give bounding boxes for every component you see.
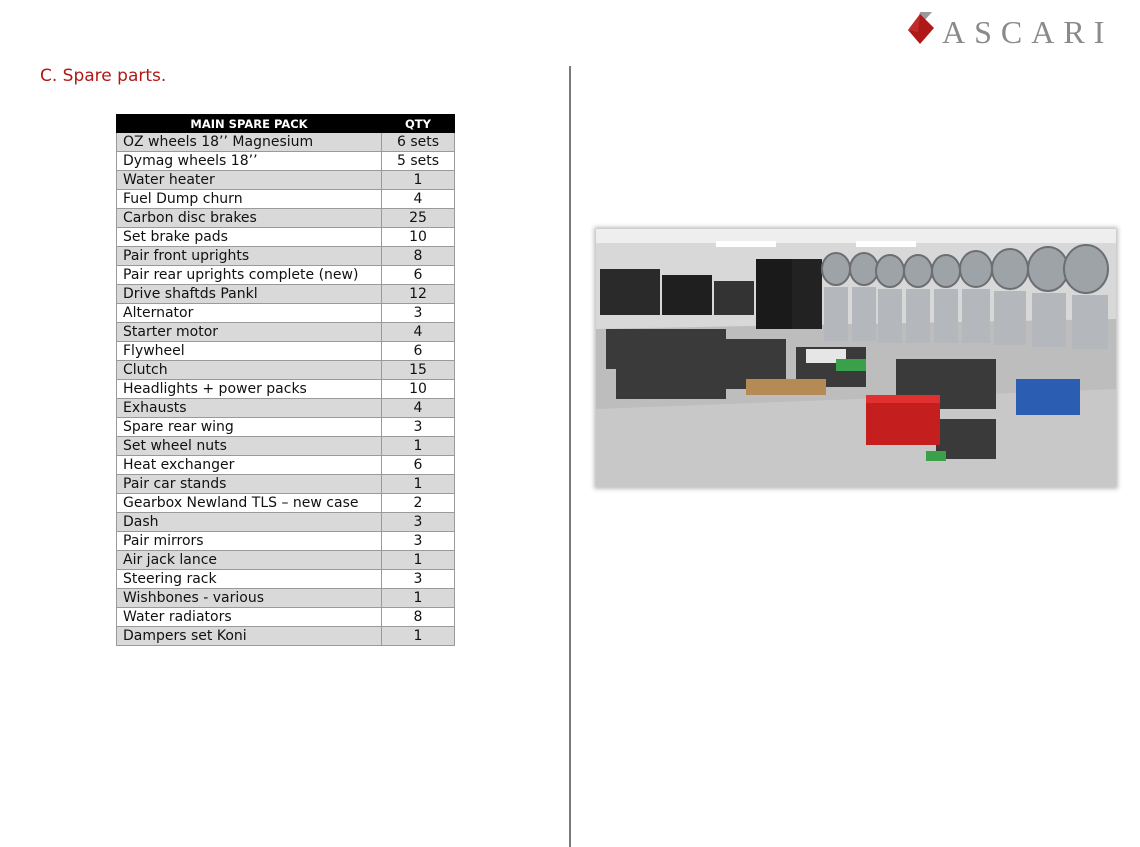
part-name-cell: Water radiators xyxy=(117,608,382,627)
table-row xyxy=(117,627,455,646)
part-qty-cell: 8 xyxy=(382,608,455,627)
part-qty-cell: 6 xyxy=(382,342,455,361)
table-row xyxy=(117,608,455,627)
column-header-item: MAIN SPARE PACK xyxy=(117,115,382,133)
table-row xyxy=(117,456,455,475)
part-name-cell: Starter motor xyxy=(117,323,382,342)
table-row xyxy=(117,589,455,608)
part-name-cell: Steering rack xyxy=(117,570,382,589)
part-name-cell: OZ wheels 18’’ Magnesium xyxy=(117,133,382,152)
part-name-cell: Pair rear uprights complete (new) xyxy=(117,266,382,285)
part-qty-cell: 8 xyxy=(382,247,455,266)
table-row xyxy=(117,266,455,285)
part-qty-cell: 1 xyxy=(382,627,455,646)
table-row xyxy=(117,380,455,399)
part-qty-cell: 10 xyxy=(382,228,455,247)
part-name-cell: Spare rear wing xyxy=(117,418,382,437)
part-name-cell: Clutch xyxy=(117,361,382,380)
vertical-divider xyxy=(569,66,571,847)
table-row xyxy=(117,152,455,171)
part-qty-cell: 3 xyxy=(382,304,455,323)
part-name-cell: Pair car stands xyxy=(117,475,382,494)
table-header-row xyxy=(117,115,455,133)
table-row xyxy=(117,133,455,152)
table-row xyxy=(117,323,455,342)
part-qty-cell: 10 xyxy=(382,380,455,399)
table-row xyxy=(117,285,455,304)
table-row xyxy=(117,228,455,247)
part-qty-cell: 4 xyxy=(382,399,455,418)
part-name-cell: Dymag wheels 18’’ xyxy=(117,152,382,171)
table-row xyxy=(117,475,455,494)
part-name-cell: Wishbones - various xyxy=(117,589,382,608)
table-row xyxy=(117,513,455,532)
table-row xyxy=(117,190,455,209)
table-row xyxy=(117,361,455,380)
part-qty-cell: 6 xyxy=(382,456,455,475)
table-row xyxy=(117,494,455,513)
part-qty-cell: 3 xyxy=(382,570,455,589)
part-qty-cell: 1 xyxy=(382,171,455,190)
part-qty-cell: 4 xyxy=(382,323,455,342)
part-name-cell: Alternator xyxy=(117,304,382,323)
part-qty-cell: 3 xyxy=(382,418,455,437)
part-name-cell: Water heater xyxy=(117,171,382,190)
logo-wordmark: ASCARI xyxy=(942,14,1114,50)
part-qty-cell: 12 xyxy=(382,285,455,304)
table-row xyxy=(117,437,455,456)
table-row xyxy=(117,342,455,361)
part-name-cell: Pair front uprights xyxy=(117,247,382,266)
part-qty-cell: 5 sets xyxy=(382,152,455,171)
part-qty-cell: 1 xyxy=(382,589,455,608)
part-qty-cell: 4 xyxy=(382,190,455,209)
part-qty-cell: 2 xyxy=(382,494,455,513)
part-qty-cell: 6 xyxy=(382,266,455,285)
part-name-cell: Set brake pads xyxy=(117,228,382,247)
part-name-cell: Gearbox Newland TLS – new case xyxy=(117,494,382,513)
ascari-emblem-icon xyxy=(904,10,938,46)
table-body xyxy=(117,133,455,646)
ascari-logo xyxy=(904,10,1118,50)
part-name-cell: Fuel Dump churn xyxy=(117,190,382,209)
table-row xyxy=(117,399,455,418)
part-qty-cell: 1 xyxy=(382,437,455,456)
part-qty-cell: 3 xyxy=(382,513,455,532)
page-title: C. Spare parts. xyxy=(40,66,167,86)
part-name-cell: Exhausts xyxy=(117,399,382,418)
part-name-cell: Set wheel nuts xyxy=(117,437,382,456)
part-name-cell: Pair mirrors xyxy=(117,532,382,551)
part-qty-cell: 15 xyxy=(382,361,455,380)
part-name-cell: Dash xyxy=(117,513,382,532)
part-name-cell: Air jack lance xyxy=(117,551,382,570)
part-qty-cell: 25 xyxy=(382,209,455,228)
table-row xyxy=(117,247,455,266)
table-row xyxy=(117,532,455,551)
table-row xyxy=(117,209,455,228)
spare-parts-photo xyxy=(596,229,1116,487)
part-qty-cell: 1 xyxy=(382,551,455,570)
table-row xyxy=(117,418,455,437)
part-name-cell: Dampers set Koni xyxy=(117,627,382,646)
part-qty-cell: 6 sets xyxy=(382,133,455,152)
column-header-qty: QTY xyxy=(382,115,455,133)
table-row xyxy=(117,304,455,323)
part-name-cell: Headlights + power packs xyxy=(117,380,382,399)
table-row xyxy=(117,551,455,570)
part-name-cell: Flywheel xyxy=(117,342,382,361)
part-name-cell: Drive shaftds Pankl xyxy=(117,285,382,304)
spare-parts-table xyxy=(116,114,455,646)
part-qty-cell: 3 xyxy=(382,532,455,551)
part-qty-cell: 1 xyxy=(382,475,455,494)
table-row xyxy=(117,171,455,190)
part-name-cell: Carbon disc brakes xyxy=(117,209,382,228)
part-name-cell: Heat exchanger xyxy=(117,456,382,475)
table-row xyxy=(117,570,455,589)
